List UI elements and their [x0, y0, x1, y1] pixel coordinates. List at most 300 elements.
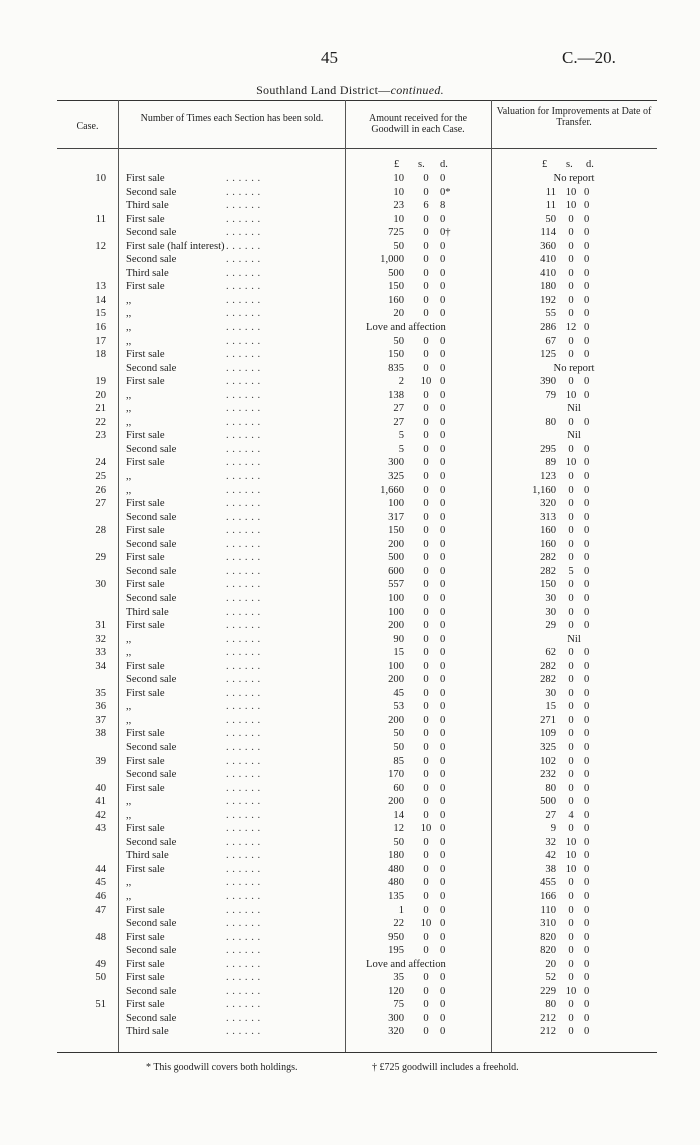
- sale-description: Second sale: [126, 592, 177, 604]
- valuation-shillings: 0: [568, 972, 574, 984]
- table-row: [0, 213, 700, 227]
- goodwill-pounds: 200: [388, 796, 404, 808]
- goodwill-pence: 0: [440, 660, 446, 672]
- leader-dots: . . . . . .: [226, 376, 261, 388]
- valuation-shillings: 0: [568, 592, 574, 604]
- goodwill-pounds: 12: [393, 823, 404, 835]
- case-number: 26: [95, 484, 106, 496]
- leader-dots: . . . . . .: [226, 308, 261, 320]
- goodwill-shillings: 0: [423, 186, 429, 198]
- valuation-pounds: 50: [545, 213, 556, 225]
- goodwill-pounds: 300: [388, 457, 404, 469]
- goodwill-pounds: 180: [388, 850, 404, 862]
- table-row: [0, 565, 700, 579]
- valuation-pounds: 52: [545, 972, 556, 984]
- valuation-pounds: 55: [545, 308, 556, 320]
- valuation-shillings: 0: [568, 538, 574, 550]
- leader-dots: . . . . . .: [226, 240, 261, 252]
- sale-description: First sale: [126, 457, 165, 469]
- valuation-pounds: 325: [540, 741, 556, 753]
- goodwill-pence: 0: [440, 403, 446, 415]
- table-row: [0, 958, 700, 972]
- sale-description: Second sale: [126, 985, 177, 997]
- goodwill-pounds: 200: [388, 620, 404, 632]
- table-row: [0, 646, 700, 660]
- valuation-shillings: 10: [565, 985, 577, 997]
- table-row: [0, 741, 700, 755]
- table-row: [0, 985, 700, 999]
- table-row: [0, 619, 700, 633]
- valuation-shillings: 10: [565, 836, 577, 848]
- table-row: [0, 186, 700, 200]
- case-number: 35: [95, 687, 106, 699]
- goodwill-shillings: 0: [423, 227, 429, 239]
- goodwill-pounds: 23: [393, 200, 404, 212]
- goodwill-pounds: 600: [388, 565, 404, 577]
- leader-dots: . . . . . .: [226, 660, 261, 672]
- valuation-shillings: 0: [568, 267, 574, 279]
- leader-dots: . . . . . .: [226, 565, 261, 577]
- valuation-pounds: 150: [540, 579, 556, 591]
- table-body: [0, 172, 700, 1039]
- valuation-pence: 0: [584, 389, 590, 401]
- leader-dots: . . . . . .: [226, 254, 261, 266]
- goodwill-shillings: 0: [423, 728, 429, 740]
- valuation-pence: 0: [584, 714, 590, 726]
- leader-dots: . . . . . .: [226, 498, 261, 510]
- valuation-shillings: 0: [568, 714, 574, 726]
- valuation-pence: 0: [584, 457, 590, 469]
- goodwill-pounds: 50: [393, 741, 404, 753]
- valuation-pounds: 282: [540, 674, 556, 686]
- table-row: [0, 822, 700, 836]
- leader-dots: . . . . . .: [226, 471, 261, 483]
- leader-dots: . . . . . .: [226, 836, 261, 848]
- table-row: [0, 470, 700, 484]
- goodwill-pounds: 480: [388, 863, 404, 875]
- sale-description: ,,: [126, 322, 132, 334]
- leader-dots: . . . . . .: [226, 620, 261, 632]
- goodwill-pence: 0: [440, 999, 446, 1011]
- goodwill-shillings: 0: [423, 945, 429, 957]
- valuation-note: No report: [553, 173, 595, 184]
- valuation-pounds: 109: [540, 728, 556, 740]
- goodwill-shillings: 0: [423, 254, 429, 266]
- table-row: [0, 226, 700, 240]
- goodwill-shillings: 10: [420, 918, 432, 930]
- valuation-pounds: 360: [540, 240, 556, 252]
- goodwill-pence: 0: [440, 281, 446, 293]
- valuation-shillings: 10: [565, 850, 577, 862]
- valuation-pence: 0: [584, 945, 590, 957]
- valuation-pence: 0: [584, 240, 590, 252]
- goodwill-pounds: 50: [393, 335, 404, 347]
- goodwill-shillings: 0: [423, 633, 429, 645]
- goodwill-shillings: 0: [423, 701, 429, 713]
- valuation-pence: 0: [584, 985, 590, 997]
- goodwill-pounds: 10: [393, 173, 404, 184]
- table-row: [0, 700, 700, 714]
- goodwill-pence: 0: [440, 335, 446, 347]
- goodwill-shillings: 0: [423, 687, 429, 699]
- sale-description: First sale: [126, 999, 165, 1011]
- valuation-note: Nil: [567, 430, 581, 442]
- case-number: 22: [95, 416, 106, 428]
- valuation-pounds: 30: [545, 592, 556, 604]
- valuation-pence: 0: [584, 769, 590, 781]
- valuation-pence: 0: [584, 904, 590, 916]
- valuation-shillings: 0: [568, 240, 574, 252]
- table-row: [0, 362, 700, 376]
- valuation-pounds: 282: [540, 660, 556, 672]
- valuation-pence: 0: [584, 200, 590, 212]
- sale-description: First sale: [126, 958, 165, 970]
- case-number: 49: [95, 958, 106, 970]
- valuation-shillings: 0: [568, 443, 574, 455]
- valuation-shillings: 0: [568, 958, 574, 970]
- goodwill-shillings: 0: [423, 579, 429, 591]
- valuation-pounds: 80: [545, 416, 556, 428]
- table-row: [0, 727, 700, 741]
- valuation-shillings: 10: [565, 863, 577, 875]
- table-row: [0, 876, 700, 890]
- valuation-pence: 0: [584, 1012, 590, 1024]
- goodwill-note: Love and affection: [366, 958, 446, 970]
- goodwill-shillings: 0: [423, 850, 429, 862]
- leader-dots: . . . . . .: [226, 349, 261, 361]
- sale-description: First sale (half interest): [126, 240, 225, 252]
- case-number: 16: [95, 322, 106, 334]
- valuation-pence: 0: [584, 525, 590, 537]
- valuation-pounds: 125: [540, 349, 556, 361]
- leader-dots: . . . . . .: [226, 741, 261, 753]
- case-number: 21: [95, 403, 106, 415]
- sale-description: First sale: [126, 173, 165, 184]
- sale-description: ,,: [126, 389, 132, 401]
- goodwill-shillings: 0: [423, 755, 429, 767]
- goodwill-pence: 0: [440, 714, 446, 726]
- valuation-pounds: 229: [540, 985, 556, 997]
- goodwill-pounds: 5: [398, 430, 404, 442]
- case-number: 29: [95, 552, 106, 564]
- leader-dots: . . . . . .: [226, 606, 261, 618]
- valuation-pence: 0: [584, 931, 590, 943]
- goodwill-pounds: 325: [388, 471, 404, 483]
- leader-dots: . . . . . .: [226, 877, 261, 889]
- valuation-shillings: 0: [568, 782, 574, 794]
- goodwill-pence: 0: [440, 267, 446, 279]
- sale-description: Second sale: [126, 443, 177, 455]
- leader-dots: . . . . . .: [226, 281, 261, 293]
- case-number: 12: [95, 240, 106, 252]
- sale-description: First sale: [126, 782, 165, 794]
- valuation-pounds: 114: [540, 227, 556, 239]
- unit-pound: £: [542, 159, 548, 170]
- valuation-pence: 0: [584, 755, 590, 767]
- sale-description: ,,: [126, 796, 132, 808]
- valuation-shillings: 0: [568, 890, 574, 902]
- goodwill-pounds: 200: [388, 674, 404, 686]
- footnote-dagger: † £725 goodwill includes a freehold.: [372, 1062, 519, 1073]
- leader-dots: . . . . . .: [226, 1026, 261, 1038]
- leader-dots: . . . . . .: [226, 647, 261, 659]
- sale-description: Third sale: [126, 200, 169, 212]
- sale-description: Second sale: [126, 511, 177, 523]
- sale-description: ,,: [126, 416, 132, 428]
- valuation-pence: 0: [584, 484, 590, 496]
- goodwill-shillings: 0: [423, 904, 429, 916]
- valuation-shillings: 0: [568, 647, 574, 659]
- table-top-rule: [57, 100, 657, 101]
- goodwill-pence: 0: [440, 741, 446, 753]
- goodwill-pounds: 835: [388, 362, 404, 374]
- valuation-shillings: 0: [568, 606, 574, 618]
- leader-dots: . . . . . .: [226, 416, 261, 428]
- case-number: 13: [95, 281, 106, 293]
- valuation-shillings: 0: [568, 674, 574, 686]
- goodwill-shillings: 0: [423, 999, 429, 1011]
- valuation-shillings: 0: [568, 931, 574, 943]
- sale-description: First sale: [126, 728, 165, 740]
- sale-description: ,,: [126, 809, 132, 821]
- valuation-pounds: 282: [540, 565, 556, 577]
- footnote-star: * This goodwill covers both holdings.: [146, 1062, 298, 1073]
- goodwill-pence: 0: [440, 850, 446, 862]
- sale-description: Third sale: [126, 1026, 169, 1038]
- sale-description: Second sale: [126, 538, 177, 550]
- valuation-shillings: 0: [568, 769, 574, 781]
- goodwill-pence: 0: [440, 579, 446, 591]
- valuation-shillings: 0: [568, 918, 574, 930]
- goodwill-pounds: 150: [388, 349, 404, 361]
- unit-pence: d.: [586, 159, 594, 170]
- valuation-pounds: 160: [540, 538, 556, 550]
- goodwill-pence: 0: [440, 498, 446, 510]
- table-row: [0, 755, 700, 769]
- case-number: 32: [95, 633, 106, 645]
- goodwill-shillings: 0: [423, 796, 429, 808]
- table-row: [0, 551, 700, 565]
- valuation-shillings: 10: [565, 200, 577, 212]
- valuation-pence: 0: [584, 782, 590, 794]
- valuation-shillings: 0: [568, 728, 574, 740]
- leader-dots: . . . . . .: [226, 985, 261, 997]
- valuation-pence: 0: [584, 863, 590, 875]
- leader-dots: . . . . . .: [226, 592, 261, 604]
- sale-description: ,,: [126, 714, 132, 726]
- valuation-pounds: 38: [545, 863, 556, 875]
- valuation-shillings: 0: [568, 525, 574, 537]
- valuation-pounds: 1,160: [532, 484, 556, 496]
- sale-description: First sale: [126, 376, 165, 388]
- sale-description: ,,: [126, 308, 132, 320]
- table-row: [0, 443, 700, 457]
- valuation-shillings: 0: [568, 227, 574, 239]
- leader-dots: . . . . . .: [226, 904, 261, 916]
- goodwill-pence: 0: [440, 389, 446, 401]
- leader-dots: . . . . . .: [226, 958, 261, 970]
- valuation-pence: 0: [584, 254, 590, 266]
- goodwill-pence: 0: [440, 349, 446, 361]
- goodwill-shillings: 0: [423, 769, 429, 781]
- valuation-pounds: 9: [550, 823, 556, 835]
- valuation-pence: 0: [584, 213, 590, 225]
- sale-description: ,,: [126, 484, 132, 496]
- goodwill-pence: 0: [440, 213, 446, 225]
- valuation-shillings: 0: [568, 1026, 574, 1038]
- goodwill-shillings: 0: [423, 863, 429, 875]
- sale-description: Second sale: [126, 769, 177, 781]
- table-row: [0, 497, 700, 511]
- valuation-pounds: 20: [545, 958, 556, 970]
- goodwill-pounds: 85: [393, 755, 404, 767]
- goodwill-pence: 0: [440, 890, 446, 902]
- table-row: [0, 416, 700, 430]
- goodwill-pence: 0: [440, 1026, 446, 1038]
- table-row: [0, 389, 700, 403]
- goodwill-pence: 0: [440, 457, 446, 469]
- goodwill-pence: 0: [440, 769, 446, 781]
- goodwill-pence: 0: [440, 945, 446, 957]
- valuation-pence: 0: [584, 890, 590, 902]
- table-row: [0, 348, 700, 362]
- goodwill-pounds: 300: [388, 1012, 404, 1024]
- goodwill-pounds: 200: [388, 714, 404, 726]
- leader-dots: . . . . . .: [226, 755, 261, 767]
- valuation-pence: 0: [584, 606, 590, 618]
- case-number: 42: [95, 809, 106, 821]
- table-row: [0, 294, 700, 308]
- leader-dots: . . . . . .: [226, 538, 261, 550]
- sale-description: First sale: [126, 430, 165, 442]
- goodwill-pounds: 90: [393, 633, 404, 645]
- valuation-shillings: 0: [568, 376, 574, 388]
- case-number: 28: [95, 525, 106, 537]
- goodwill-shillings: 0: [423, 267, 429, 279]
- table-row: [0, 836, 700, 850]
- leader-dots: . . . . . .: [226, 850, 261, 862]
- case-number: 33: [95, 647, 106, 659]
- goodwill-shillings: 0: [423, 443, 429, 455]
- sale-description: Second sale: [126, 836, 177, 848]
- sale-description: First sale: [126, 931, 165, 943]
- case-number: 19: [95, 376, 106, 388]
- leader-dots: . . . . . .: [226, 728, 261, 740]
- goodwill-pence: 0: [440, 443, 446, 455]
- goodwill-shillings: 0: [423, 525, 429, 537]
- case-number: 17: [95, 335, 106, 347]
- valuation-pounds: 410: [540, 267, 556, 279]
- leader-dots: . . . . . .: [226, 443, 261, 455]
- goodwill-pence: 0: [440, 484, 446, 496]
- table-row: [0, 768, 700, 782]
- leader-dots: . . . . . .: [226, 945, 261, 957]
- valuation-shillings: 0: [568, 741, 574, 753]
- valuation-pounds: 80: [545, 782, 556, 794]
- goodwill-shillings: 0: [423, 471, 429, 483]
- goodwill-shillings: 0: [423, 606, 429, 618]
- leader-dots: . . . . . .: [226, 457, 261, 469]
- goodwill-shillings: 0: [423, 240, 429, 252]
- case-number: 20: [95, 389, 106, 401]
- sale-description: ,,: [126, 403, 132, 415]
- valuation-pounds: 286: [540, 322, 556, 334]
- valuation-pence: 0: [584, 660, 590, 672]
- leader-dots: . . . . . .: [226, 389, 261, 401]
- valuation-shillings: 0: [568, 308, 574, 320]
- goodwill-shillings: 0: [423, 565, 429, 577]
- goodwill-pounds: 725: [388, 227, 404, 239]
- table-row: [0, 402, 700, 416]
- valuation-pence: 0: [584, 294, 590, 306]
- table-row: [0, 484, 700, 498]
- case-number: 11: [95, 213, 106, 225]
- valuation-pounds: 80: [545, 999, 556, 1011]
- valuation-pence: 0: [584, 999, 590, 1011]
- valuation-shillings: 0: [568, 660, 574, 672]
- valuation-pounds: 320: [540, 498, 556, 510]
- goodwill-shillings: 0: [423, 362, 429, 374]
- valuation-shillings: 10: [565, 389, 577, 401]
- leader-dots: . . . . . .: [226, 796, 261, 808]
- case-number: 31: [95, 620, 106, 632]
- valuation-pounds: 30: [545, 687, 556, 699]
- valuation-shillings: 0: [568, 1012, 574, 1024]
- valuation-pence: 0: [584, 443, 590, 455]
- valuation-pence: 0: [584, 836, 590, 848]
- sale-description: First sale: [126, 687, 165, 699]
- valuation-pence: 0: [584, 498, 590, 510]
- valuation-pounds: 282: [540, 552, 556, 564]
- goodwill-pence: 0: [440, 173, 446, 184]
- goodwill-shillings: 0: [423, 457, 429, 469]
- goodwill-pounds: 195: [388, 945, 404, 957]
- goodwill-pounds: 138: [388, 389, 404, 401]
- sale-description: Second sale: [126, 186, 177, 198]
- valuation-pounds: 102: [540, 755, 556, 767]
- table-row: [0, 849, 700, 863]
- column-header-goodwill-amount: Amount received for the Goodwill in each Case.: [368, 113, 468, 135]
- goodwill-shillings: 0: [423, 538, 429, 550]
- valuation-shillings: 10: [565, 457, 577, 469]
- case-number: 18: [95, 349, 106, 361]
- valuation-pence: 0: [584, 511, 590, 523]
- valuation-shillings: 0: [568, 701, 574, 713]
- valuation-pounds: 410: [540, 254, 556, 266]
- sale-description: First sale: [126, 498, 165, 510]
- goodwill-pounds: 150: [388, 281, 404, 293]
- goodwill-pence: 0: [440, 376, 446, 388]
- goodwill-pounds: 10: [393, 186, 404, 198]
- goodwill-pence: 0: [440, 1012, 446, 1024]
- valuation-note: Nil: [567, 403, 581, 415]
- leader-dots: . . . . . .: [226, 200, 261, 212]
- goodwill-pounds: 14: [393, 809, 404, 821]
- goodwill-pounds: 15: [393, 647, 404, 659]
- table-row: [0, 944, 700, 958]
- table-row: [0, 890, 700, 904]
- leader-dots: . . . . . .: [226, 809, 261, 821]
- sale-description: ,,: [126, 294, 132, 306]
- leader-dots: . . . . . .: [226, 186, 261, 198]
- valuation-shillings: 0: [568, 999, 574, 1011]
- sale-description: Third sale: [126, 606, 169, 618]
- valuation-pence: 0: [584, 620, 590, 632]
- sale-description: Third sale: [126, 267, 169, 279]
- leader-dots: . . . . . .: [226, 552, 261, 564]
- valuation-shillings: 0: [568, 335, 574, 347]
- goodwill-pence: 0: [440, 606, 446, 618]
